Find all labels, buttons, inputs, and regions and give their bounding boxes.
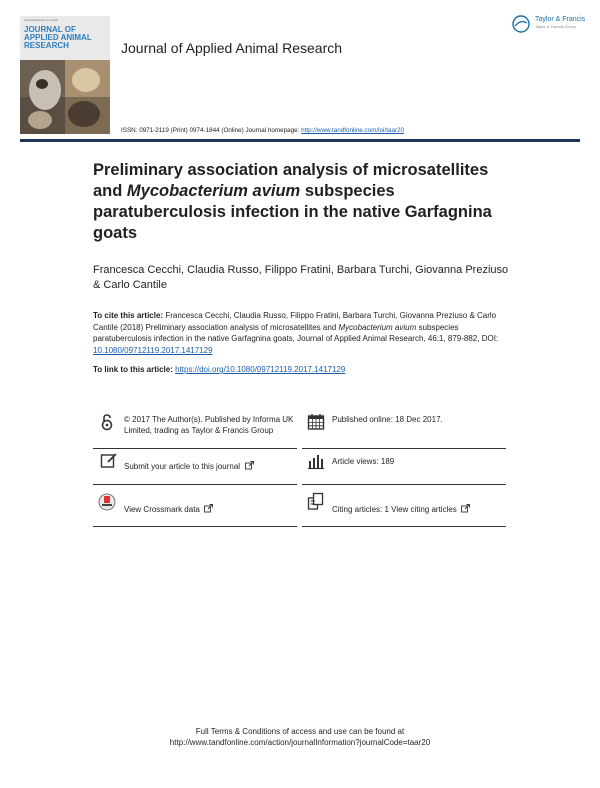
footer-line-1: Full Terms & Conditions of access and use can be found at xyxy=(195,727,405,736)
article-title xyxy=(93,160,513,244)
citation-text-b: subspecies paratuberculosis infection in the native Garfagnina goats, Journal of Applied Animal Research, 46:1, 879-882, DOI: xyxy=(93,322,499,343)
cover-photo xyxy=(20,60,110,134)
external-link-icon xyxy=(204,504,213,513)
published-date: Published online: 18 Dec 2017. xyxy=(332,415,443,424)
doi-link[interactable]: 10.1080/09712119.2017.1417129 xyxy=(93,345,213,355)
citation-block xyxy=(93,310,513,356)
citation-label: To cite this article: xyxy=(93,311,166,320)
article-link[interactable]: https://doi.org/10.1080/09712119.2017.1417129 xyxy=(175,365,346,374)
publisher-logo[interactable] xyxy=(511,15,586,33)
license-text: © 2017 The Author(s). Published by Informa UK Limited, trading as Taylor & Francis Group xyxy=(124,415,294,435)
article-views[interactable]: Article views: 189 xyxy=(332,457,395,466)
citing-articles-label: Citing articles: 1 View citing articles xyxy=(332,505,457,514)
submit-article-label: Submit your article to this journal xyxy=(124,462,241,471)
journal-title[interactable]: Journal of Applied Animal Research xyxy=(121,40,343,56)
link-block xyxy=(93,364,513,376)
external-link-icon xyxy=(245,461,254,470)
divider xyxy=(302,484,506,485)
header-rule xyxy=(20,139,580,142)
divider xyxy=(93,526,297,527)
taylor-francis-logo-icon xyxy=(511,15,531,33)
authors: Francesca Cecchi, Claudia Russo, Filippo Fratini, Barbara Turchi, Giovanna Preziuso & Carlo Cantile xyxy=(93,264,509,291)
crossmark-link[interactable] xyxy=(124,499,299,517)
citing-articles-icon xyxy=(307,492,325,510)
footer-line-2[interactable]: http://www.tandfonline.com/action/journalInformation?journalCode=taar20 xyxy=(169,738,431,747)
title-italic: Mycobacterium avium xyxy=(126,182,301,200)
issn-text: ISSN: 0971-2119 (Print) 0974-1844 (Online) Journal homepage: xyxy=(121,127,302,134)
calendar-icon xyxy=(307,413,325,431)
issn-line xyxy=(121,127,404,134)
bar-chart-icon xyxy=(307,452,325,470)
cover-small-text: www.tandfonline.com/taar xyxy=(24,18,59,22)
journal-cover xyxy=(20,16,110,134)
citing-articles-link[interactable] xyxy=(332,499,507,517)
link-label: To link to this article: xyxy=(93,365,176,374)
cover-title: JOURNAL OF APPLIED ANIMAL RESEARCH xyxy=(24,25,92,50)
journal-homepage-link[interactable]: http://www.tandfonline.com/loi/taar20 xyxy=(301,127,405,134)
submit-article-link[interactable] xyxy=(124,456,299,474)
title-part-b: subspecies paratuberculosis infection in the native Garfagnina goats xyxy=(93,182,492,242)
crossmark-icon xyxy=(98,493,116,511)
divider xyxy=(302,448,506,449)
external-link-icon xyxy=(461,504,470,513)
open-access-icon xyxy=(98,413,116,431)
citation-italic: Mycobacterium avium xyxy=(338,322,417,332)
citation-text-a: Francesca Cecchi, Claudia Russo, Filippo Fratini, Barbara Turchi, Giovanna Preziuso & Carlo Cantile (2018) Preliminary association analysis of microsatellites and xyxy=(93,311,497,332)
publisher-sub: Taylor & Francis Group xyxy=(535,24,576,29)
footer xyxy=(0,726,600,748)
title-part-a: Preliminary association analysis of microsatellites and xyxy=(93,161,489,200)
divider xyxy=(93,484,297,485)
divider xyxy=(93,448,297,449)
edit-icon xyxy=(100,452,118,470)
publisher-name: Taylor & Francis xyxy=(535,16,586,23)
crossmark-label: View Crossmark data xyxy=(124,505,200,514)
divider xyxy=(302,526,506,527)
